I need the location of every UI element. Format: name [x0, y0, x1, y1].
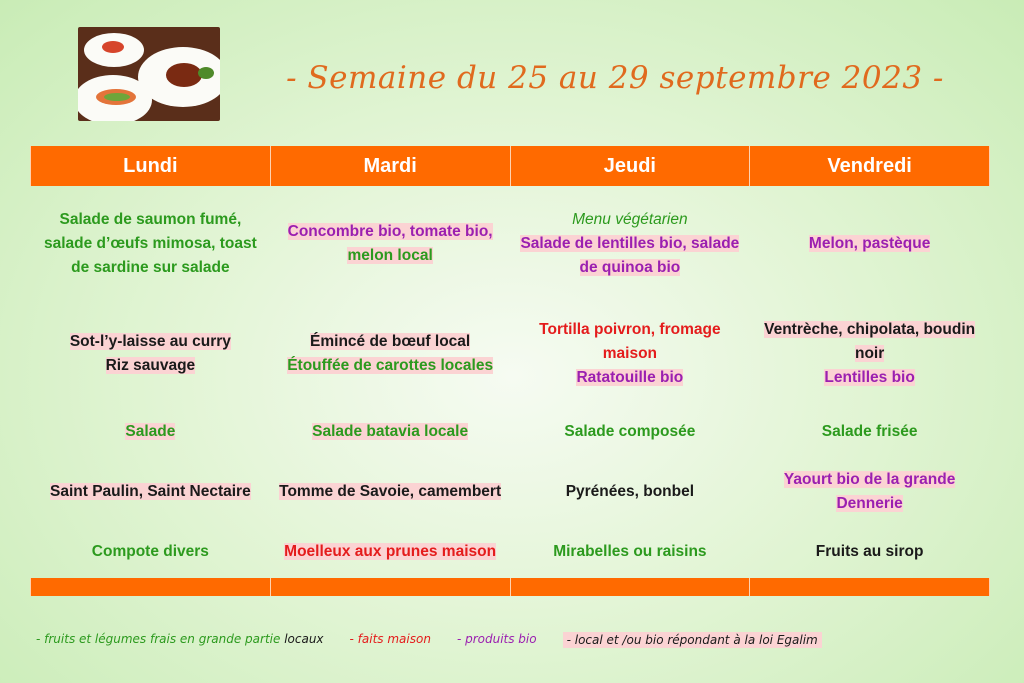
menu-cell-salad-jeudi — [510, 406, 750, 458]
dish-line: Tortilla poivron, fromage — [539, 321, 721, 338]
dish-line: Lentilles bio — [824, 369, 915, 386]
dish-line: Salade — [125, 423, 176, 440]
dish-line: Salade de saumon fumé, — [59, 211, 242, 228]
day-header-row — [31, 146, 990, 186]
dish-line: Salade de lentilles bio, salade — [520, 235, 740, 252]
dish-line: Melon, pastèque — [808, 235, 931, 252]
dish-line: Riz sauvage — [105, 357, 196, 374]
menu-row-dessert — [31, 526, 990, 578]
page-title: - Semaine du 25 au 29 septembre 2023 - — [286, 60, 944, 96]
menu-body — [31, 186, 990, 596]
dish-line: Mirabelles ou raisins — [553, 543, 707, 560]
menu-cell-main-lundi — [31, 302, 271, 406]
footer-bar-cell — [510, 578, 750, 596]
dish-line: noir — [854, 345, 885, 362]
menu-cell-dessert-vendredi — [750, 526, 990, 578]
dish-line: Salade composée — [564, 423, 696, 440]
footer-bar-cell — [31, 578, 271, 596]
dish-line: Yaourt bio de la grande — [783, 471, 956, 488]
dish-line: Sot-l’y-laisse au curry — [69, 333, 231, 350]
menu-cell-starter-lundi — [31, 186, 271, 302]
day-header-lundi: Lundi — [31, 146, 271, 186]
dish-line: Pyrénées, bonbel — [565, 483, 695, 500]
legend-homemade: - faits maison — [349, 632, 431, 646]
menu-row-salad — [31, 406, 990, 458]
dish-line: Émincé de bœuf local — [310, 333, 471, 350]
menu-cell-main-vendredi — [750, 302, 990, 406]
footer-bar-cell — [270, 578, 510, 596]
menu-cell-cheese-vendredi — [750, 458, 990, 526]
menu-cell-starter-mardi — [270, 186, 510, 302]
dish-line: melon local — [347, 247, 433, 264]
table-footer-bar — [31, 578, 990, 596]
dish-line: de quinoa bio — [579, 259, 681, 276]
dish-line: Étouffée de carottes locales — [287, 357, 494, 374]
legend-egalim: - local et /ou bio répondant à la loi Egalim — [563, 632, 822, 648]
menu-cell-dessert-jeudi — [510, 526, 750, 578]
dish-line: maison — [602, 345, 657, 362]
day-header-jeudi: Jeudi — [510, 146, 750, 186]
menu-cell-starter-vendredi — [750, 186, 990, 302]
legend-organic: - produits bio — [456, 632, 537, 646]
menu-cell-starter-jeudi — [510, 186, 750, 302]
menu-cell-dessert-lundi — [31, 526, 271, 578]
dish-line: Dennerie — [836, 495, 903, 512]
menu-row-starter — [31, 186, 990, 302]
legend — [36, 632, 996, 648]
day-header-vendredi: Vendredi — [750, 146, 990, 186]
dish-line: Compote divers — [91, 543, 209, 560]
vegetarian-label: Menu végétarien — [572, 211, 688, 228]
dish-line: Saint Paulin, Saint Nectaire — [50, 483, 251, 500]
menu-cell-salad-lundi — [31, 406, 271, 458]
dish-line: Concombre bio, tomate bio, — [287, 223, 493, 240]
menu-cell-cheese-jeudi — [510, 458, 750, 526]
menu-cell-salad-vendredi — [750, 406, 990, 458]
menu-cell-cheese-mardi — [270, 458, 510, 526]
menu-cell-main-mardi — [270, 302, 510, 406]
day-header-mardi: Mardi — [270, 146, 510, 186]
dish-line: de sardine sur salade — [71, 259, 230, 276]
weekly-menu-table — [30, 146, 990, 596]
dish-line: Ventrèche, chipolata, boudin — [764, 321, 976, 338]
dish-line: Salade frisée — [821, 423, 918, 440]
footer-bar-cell — [750, 578, 990, 596]
menu-row-cheese — [31, 458, 990, 526]
menu-cell-salad-mardi — [270, 406, 510, 458]
legend-local: - fruits et légumes frais en grande partie locaux — [36, 632, 324, 646]
menu-cell-dessert-mardi — [270, 526, 510, 578]
dish-line: Fruits au sirop — [815, 543, 924, 560]
dish-line: Moelleux aux prunes maison — [284, 543, 497, 560]
dish-line: salade d’œufs mimosa, toast — [44, 235, 257, 252]
dish-line: Ratatouille bio — [576, 369, 684, 386]
dish-line: Tomme de Savoie, camembert — [279, 483, 502, 500]
food-photo — [78, 27, 220, 121]
menu-row-main — [31, 302, 990, 406]
dish-line: Salade batavia locale — [312, 423, 469, 440]
menu-cell-main-jeudi — [510, 302, 750, 406]
menu-cell-cheese-lundi — [31, 458, 271, 526]
